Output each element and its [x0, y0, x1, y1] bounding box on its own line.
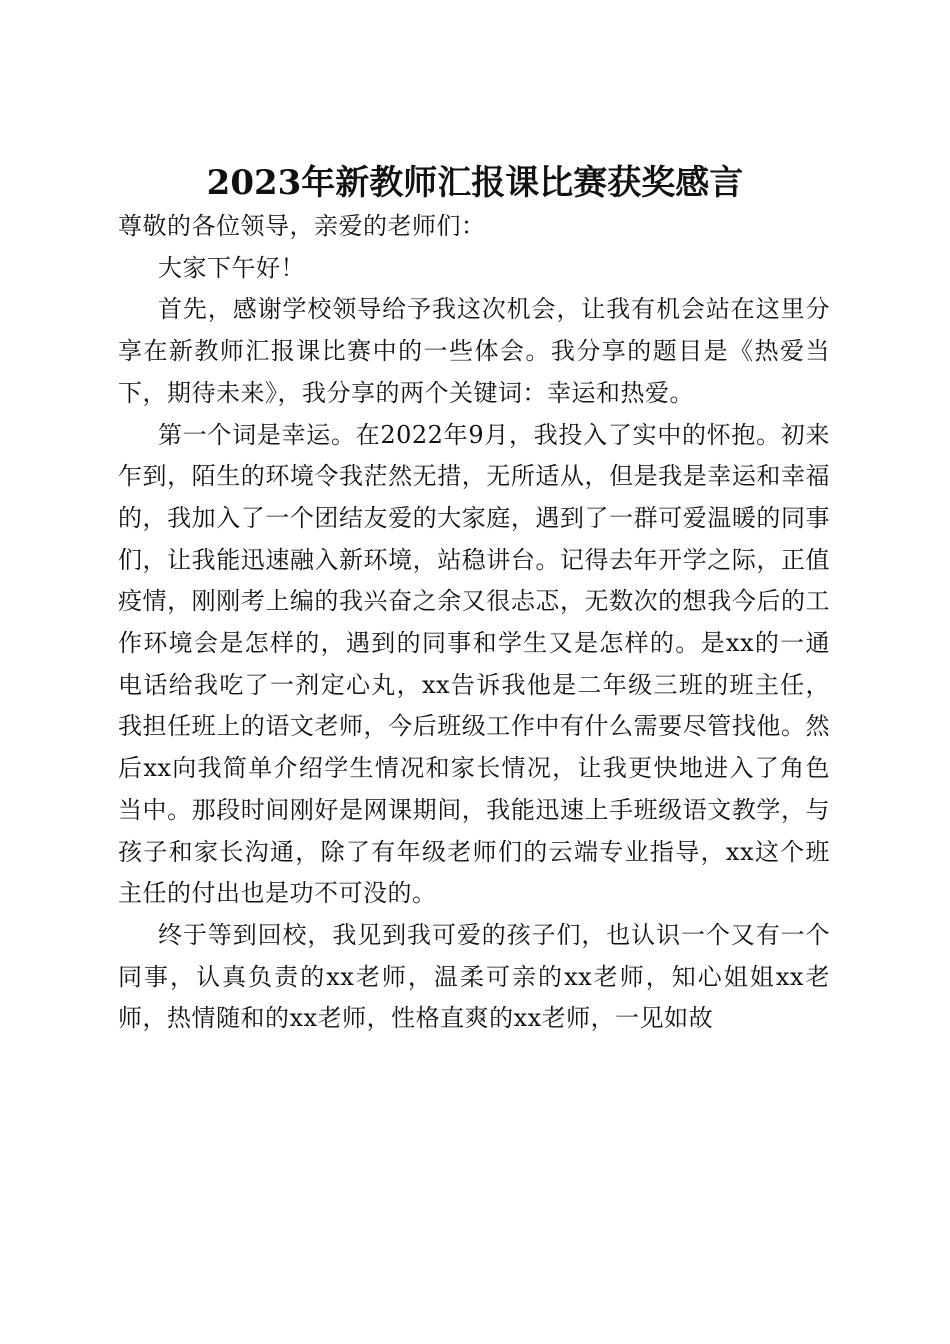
paragraph-colleagues: 终于等到回校，我见到我可爱的孩子们，也认识一个又有一个同事，认真负责的xx老师，温柔可亲的xx老师，知心姐姐xx老师，热情随和的xx老师，性格直爽的xx老师，一见如故: [118, 920, 830, 1033]
document-title: 2023年新教师汇报课比赛获奖感言: [206, 162, 744, 203]
document-body: [118, 206, 830, 1040]
paragraph-luck: 第一个词是幸运。在2022年9月，我投入了实中的怀抱。初来乍到，陌生的环境令我茫然无措，无所适从，但是我是幸运和幸福的，我加入了一个团结友爱的大家庭，遇到了一群可爱温暖的同事们，让我能迅速融入新环境，站稳讲台。记得去年开学之际，正值疫情，刚刚考上编的我兴奋之余又很忐忑，无数次的想我今后的工作环境会是怎样的，遇到的同事和学生又是怎样的。是xx的一通电话给我吃了一剂定心丸，xx告诉我他是二年级三班的班主任，我担任班上的语文老师，今后班级工作中有什么需要尽管找他。然后xx向我简单介绍学生情况和家长情况，让我更快地进入了角色当中。那段时间刚好是网课期间，我能迅速上手班级语文教学，与孩子和家长沟通，除了有年级老师们的云端专业指导，xx这个班主任的付出也是功不可没的。: [118, 420, 830, 908]
salutation: 尊敬的各位领导，亲爱的老师们：: [118, 212, 486, 240]
paragraph-greeting: 大家下午好！: [158, 253, 305, 282]
paragraph-introduction: 首先，感谢学校领导给予我这次机会，让我有机会站在这里分享在新教师汇报课比赛中的一些体会。我分享的题目是《热爱当下，期待未来》，我分享的两个关键词：幸运和热爱。: [118, 295, 830, 407]
